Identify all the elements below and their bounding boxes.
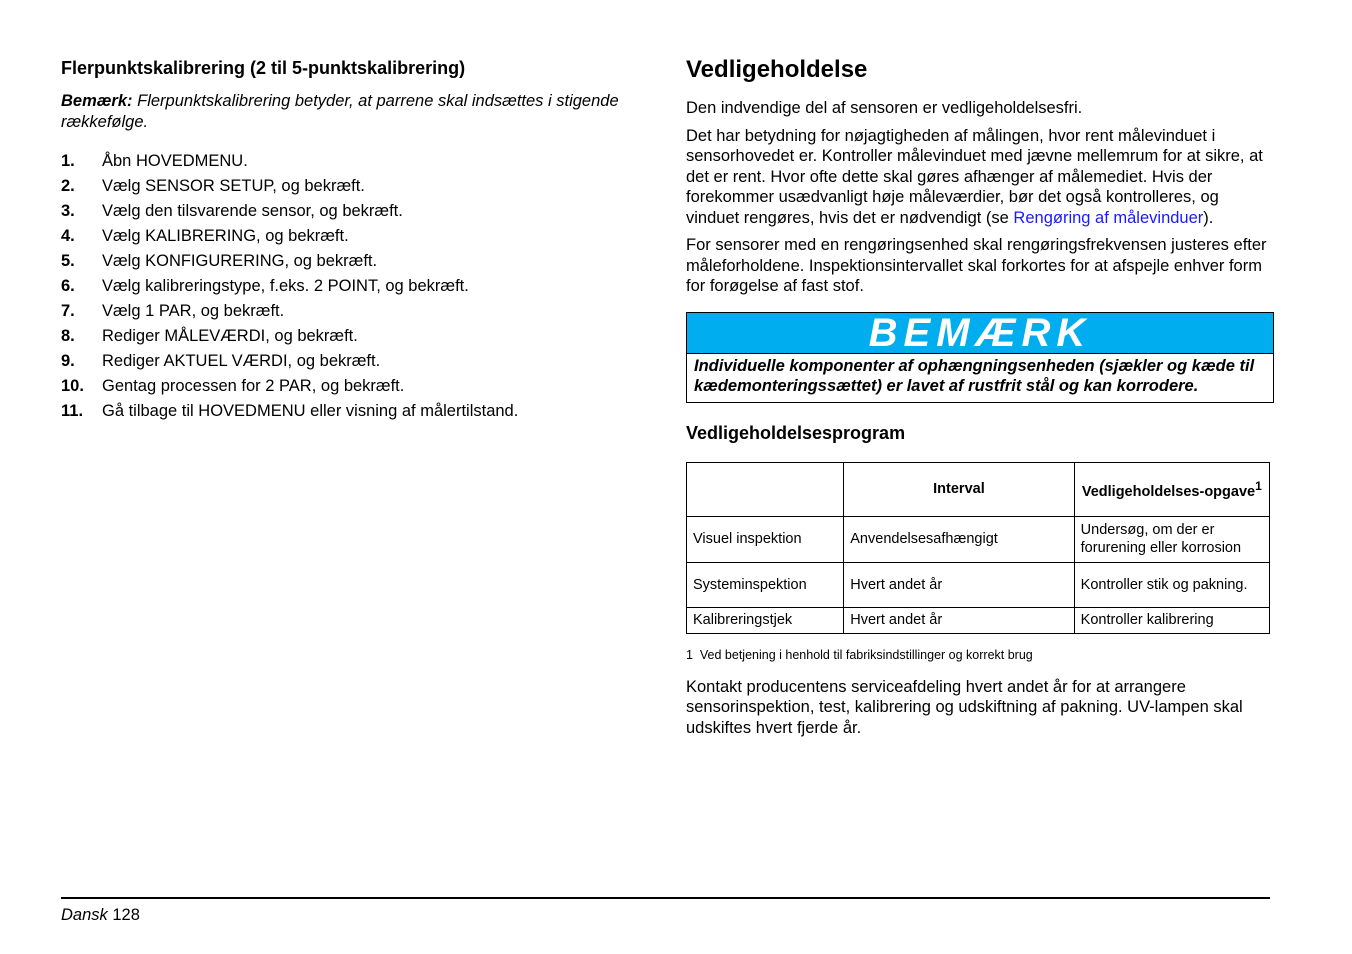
- right-column: [686, 54, 1274, 738]
- maintenance-table: [686, 462, 1270, 634]
- footnote-number: 1: [686, 647, 693, 662]
- list-item: [61, 174, 621, 199]
- step-number: 2.: [61, 177, 75, 195]
- program-heading: Vedligeholdelsesprogram: [686, 422, 906, 443]
- paragraph-3: For sensorer med en rengøringsenhed skal rengøringsfrekvensen justeres efter måleforholdene. Inspektionsintervallet skal forkortes for at afspejle enhver form for forøgelse af fast stof.: [686, 236, 1267, 295]
- list-item: [61, 199, 621, 224]
- list-item: [61, 149, 621, 174]
- step-number: 1.: [61, 152, 75, 170]
- list-item: [61, 374, 621, 399]
- table-header-task: [687, 462, 844, 516]
- table-row: [687, 607, 1270, 633]
- table-cell-interval: Hvert andet år: [844, 562, 1074, 607]
- list-item: [61, 324, 621, 349]
- notice-heading: BEMÆRK: [687, 313, 1273, 354]
- step-number: 3.: [61, 202, 75, 220]
- step-text: Vælg 1 PAR, og bekræft.: [102, 302, 285, 320]
- notice-text: Individuelle komponenter af ophængningsenheden (sjækler og kæde til kædemonteringssættet) er lavet af rustfrit stål og kan korrodere.: [694, 356, 1255, 395]
- notice-box: [686, 312, 1274, 403]
- list-item: [61, 224, 621, 249]
- table-cell-action: Kontroller stik og pakning.: [1074, 562, 1269, 607]
- footnote-ref: 1: [1255, 479, 1262, 494]
- table-cell-task: Kalibreringstjek: [687, 607, 844, 633]
- table-header-action-label: Vedligeholdelses-opgave: [1081, 483, 1256, 500]
- step-number: 5.: [61, 252, 75, 270]
- step-text: Åbn HOVEDMENU.: [102, 152, 248, 170]
- step-text: Vælg SENSOR SETUP, og bekræft.: [102, 177, 365, 195]
- list-item: [61, 399, 621, 424]
- footer-language: Dansk: [61, 906, 108, 924]
- table-cell-action: Kontroller kalibrering: [1074, 607, 1269, 633]
- note-label: Bemærk:: [61, 92, 133, 110]
- footer-divider: [61, 897, 1270, 899]
- paragraph-4: Kontakt producentens serviceafdeling hvert andet år for at arrangere sensorinspektion, test, kalibrering og udskiftning af pakning. UV-lampen skal udskiftes hvert fjerde år.: [686, 677, 1243, 737]
- list-item: [61, 299, 621, 324]
- step-text: Vælg kalibreringstype, f.eks. 2 POINT, og bekræft.: [102, 277, 469, 295]
- step-number: 11.: [61, 402, 84, 420]
- step-text: Rediger MÅLEVÆRDI, og bekræft.: [102, 327, 358, 345]
- table-header-row: [687, 462, 1270, 516]
- list-item: [61, 349, 621, 374]
- table-cell-task: Systeminspektion: [687, 562, 844, 607]
- table-header-action: [1074, 462, 1269, 516]
- table-cell-interval: Hvert andet år: [844, 607, 1074, 633]
- step-number: 8.: [61, 327, 75, 345]
- footnote-text: Ved betjening i henhold til fabriksindstillinger og korrekt brug: [699, 647, 1033, 662]
- multipoint-calibration-heading: Flerpunktskalibrering (2 til 5-punktskalibrering): [61, 58, 466, 78]
- note-text: Flerpunktskalibrering betyder, at parrene skal indsættes i stigende rækkefølge.: [61, 92, 619, 131]
- step-number: 4.: [61, 227, 75, 245]
- paragraph-2: [686, 126, 1274, 229]
- step-number: 9.: [61, 352, 75, 370]
- step-text: Rediger AKTUEL VÆRDI, og bekræft.: [102, 352, 381, 370]
- step-text: Vælg KALIBRERING, og bekræft.: [102, 227, 349, 245]
- table-cell-task: Visuel inspektion: [687, 516, 844, 562]
- step-text: Vælg KONFIGURERING, og bekræft.: [102, 252, 378, 270]
- paragraph-2-end: ).: [1203, 208, 1214, 227]
- list-item: [61, 274, 621, 299]
- table-row: [687, 516, 1270, 562]
- page-number: 128: [112, 906, 140, 924]
- steps-list: [61, 149, 621, 424]
- step-number: 7.: [61, 302, 75, 320]
- left-column: [61, 56, 621, 424]
- table-cell-action: Undersøg, om der er forurening eller korrosion: [1074, 516, 1269, 562]
- page-footer: [61, 905, 140, 925]
- paragraph-2-text: Det har betydning for nøjagtigheden af målingen, hvor rent målevinduet i sensorhovedet er. Kontroller målevinduet med jævne mellemrum for at sikre, at det er rent. Hvor ofte dette skal gøres afhænger af målemediet. Hvis der forekommer usædvanligt høje måleværdier, bør det også kontrolleres, og vinduet rengøres, hvis det er nødvendigt (se: [686, 126, 1263, 227]
- step-text: Gå tilbage til HOVEDMENU eller visning af målertilstand.: [102, 402, 519, 420]
- step-text: Gentag processen for 2 PAR, og bekræft.: [102, 377, 405, 395]
- note: [61, 91, 621, 133]
- step-number: 10.: [61, 377, 84, 395]
- table-header-interval: Interval: [844, 462, 1074, 516]
- step-text: Vælg den tilsvarende sensor, og bekræft.: [102, 202, 403, 220]
- list-item: [61, 249, 621, 274]
- step-number: 6.: [61, 277, 75, 295]
- cleaning-window-link[interactable]: Rengøring af målevinduer: [1013, 208, 1204, 227]
- table-row: [687, 562, 1270, 607]
- section-title: Vedligeholdelse: [686, 56, 868, 83]
- footnote: [686, 647, 1274, 663]
- paragraph-1: Den indvendige del af sensoren er vedligeholdelsesfri.: [686, 99, 1083, 117]
- table-cell-interval: Anvendelsesafhængigt: [844, 516, 1074, 562]
